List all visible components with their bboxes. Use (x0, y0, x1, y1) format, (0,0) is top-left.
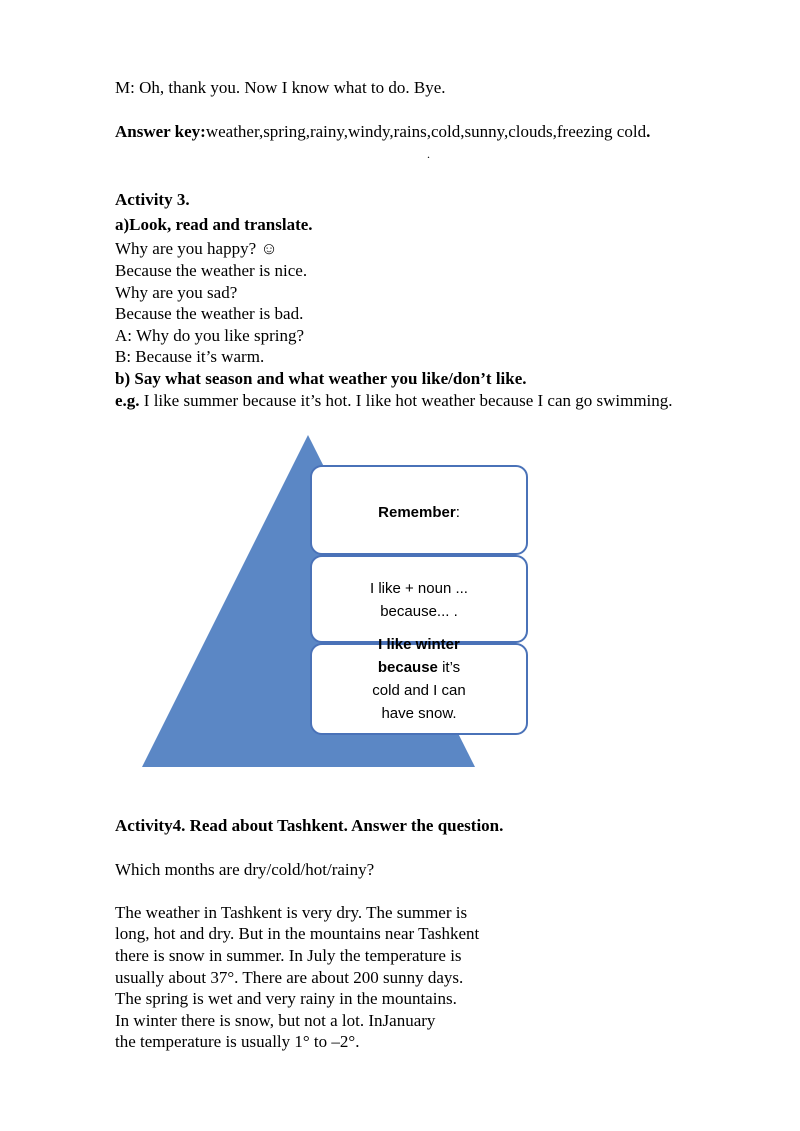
example-box-line-2 (312, 656, 526, 679)
example-box (310, 636, 528, 735)
activity3-line: A: Why do you like spring? (115, 326, 305, 345)
remember-box (310, 465, 528, 555)
example-box-line-3: cold and I can (372, 682, 466, 699)
example-box-line-4: have snow. (381, 705, 457, 722)
answer-key-text: weather,spring,rainy,windy,rains,cold,sunny,clouds,freezing cold (205, 122, 647, 141)
answer-key-label: Answer key: (115, 122, 206, 141)
rule-line-1: I like + noun ... (370, 580, 468, 597)
activity3-part-a: a)Look, read and translate. (115, 215, 313, 234)
rule-line-2: because... . (380, 603, 458, 620)
paragraph-line: In winter there is snow, but not a lot. InJanuary (115, 1011, 436, 1030)
activity4-title: Activity4. Read about Tashkent. Answer the question. (115, 816, 504, 835)
activity3-line: Because the weather is nice. (115, 261, 308, 280)
remember-colon: : (455, 504, 460, 521)
paragraph-line: usually about 37°. There are about 200 sunny days. (115, 968, 464, 987)
example-label: e.g. (115, 391, 140, 410)
answer-key (115, 121, 650, 142)
activity3-part-b: b) Say what season and what weather you like/don’t like. (115, 369, 527, 388)
paragraph-line: The weather in Tashkent is very dry. The summer is (115, 903, 468, 922)
dialogue-line: M: Oh, thank you. Now I know what to do. Bye. (115, 78, 446, 97)
activity4-question: Which months are dry/cold/hot/rainy? (115, 860, 375, 879)
example-box-because: because (377, 659, 438, 676)
example-box-its: it’s (437, 659, 461, 676)
example-box-line-1: I like winter (378, 636, 460, 653)
stray-dot: . (427, 147, 430, 161)
activity3-line: Why are you sad? (115, 283, 238, 302)
paragraph-line: there is snow in summer. In July the temperature is (115, 946, 462, 965)
paragraph-line: the temperature is usually 1° to –2°. (115, 1032, 360, 1051)
paragraph-line: The spring is wet and very rainy in the mountains. (115, 989, 457, 1008)
activity3-line: B: Because it’s warm. (115, 347, 265, 366)
activity3-example (115, 390, 673, 411)
activity3-line: Why are you happy? ☺ (115, 239, 278, 258)
example-text: I like summer because it’s hot. I like hot weather because I can go swimming. (139, 391, 673, 410)
rule-box (310, 555, 528, 643)
remember-heading (312, 501, 526, 524)
paragraph-line: long, hot and dry. But in the mountains near Tashkent (115, 924, 480, 943)
answer-key-end: . (646, 122, 651, 141)
remember-label: Remember (378, 504, 456, 521)
activity3-line: Because the weather is bad. (115, 304, 304, 323)
activity3-title: Activity 3. (115, 190, 190, 209)
